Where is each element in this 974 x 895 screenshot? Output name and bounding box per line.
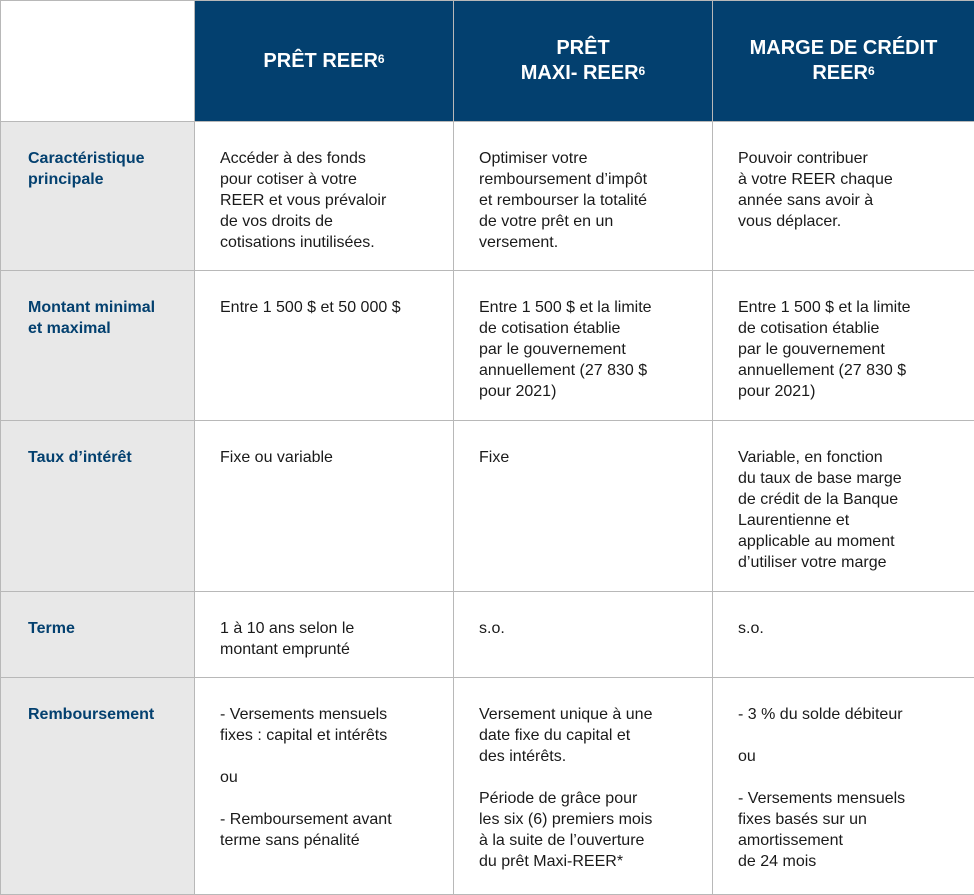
- table-cell: - 3 % du solde débiteur ou - Versements mensuels fixes basés sur un amortissement de 24 mois: [713, 678, 974, 895]
- table-cell: Entre 1 500 $ et la limite de cotisation établie par le gouvernement annuellement (27 830 $ pour 2021): [713, 271, 974, 421]
- table-cell: Optimiser votre remboursement d’impôt et rembourser la totalité de votre prêt en un versement.: [454, 122, 713, 271]
- header-text: REER: [812, 62, 868, 84]
- table-row: [1, 122, 974, 271]
- header-pret-maxi-reer: [454, 1, 713, 122]
- table-cell: s.o.: [713, 592, 974, 678]
- header-marge-credit-reer: [713, 1, 974, 122]
- table-row: [1, 421, 974, 592]
- footnote-ref: 6: [868, 64, 875, 78]
- footnote-ref: 6: [378, 52, 385, 66]
- row-label: Remboursement: [1, 678, 195, 895]
- table-cell: s.o.: [454, 592, 713, 678]
- header-row: [1, 1, 974, 122]
- table-cell: Variable, en fonction du taux de base marge de crédit de la Banque Laurentienne et applicable au moment d’utiliser votre marge: [713, 421, 974, 592]
- table-cell: Versement unique à une date fixe du capital et des intérêts. Période de grâce pour les six (6) premiers mois à la suite de l’ouverture du prêt Maxi-REER*: [454, 678, 713, 895]
- row-label: Caractéristique principale: [1, 122, 195, 271]
- row-label: Taux d’intérêt: [1, 421, 195, 592]
- table-cell: Pouvoir contribuer à votre REER chaque année sans avoir à vous déplacer.: [713, 122, 974, 271]
- table-row: [1, 271, 974, 421]
- row-label: Terme: [1, 592, 195, 678]
- header-text: MAXI- REER: [521, 62, 639, 84]
- header-text: PRÊT REER: [263, 50, 377, 72]
- table-row: [1, 592, 974, 678]
- table-row: [1, 678, 974, 895]
- header-pret-reer: [195, 1, 454, 122]
- header-text: MARGE DE CRÉDIT: [713, 36, 974, 61]
- table-cell: Entre 1 500 $ et la limite de cotisation établie par le gouvernement annuellement (27 830 $ pour 2021): [454, 271, 713, 421]
- row-label: Montant minimal et maximal: [1, 271, 195, 421]
- table-cell: Accéder à des fonds pour cotiser à votre REER et vous prévaloir de vos droits de cotisations inutilisées.: [195, 122, 454, 271]
- table-cell: Fixe: [454, 421, 713, 592]
- header-text: PRÊT: [454, 36, 712, 61]
- table-cell: Entre 1 500 $ et 50 000 $: [195, 271, 454, 421]
- footnote-ref: 6: [639, 64, 646, 78]
- table-cell: 1 à 10 ans selon le montant emprunté: [195, 592, 454, 678]
- table-cell: Fixe ou variable: [195, 421, 454, 592]
- corner-cell: [1, 1, 195, 122]
- table-cell: - Versements mensuels fixes : capital et intérêts ou - Remboursement avant terme sans pénalité: [195, 678, 454, 895]
